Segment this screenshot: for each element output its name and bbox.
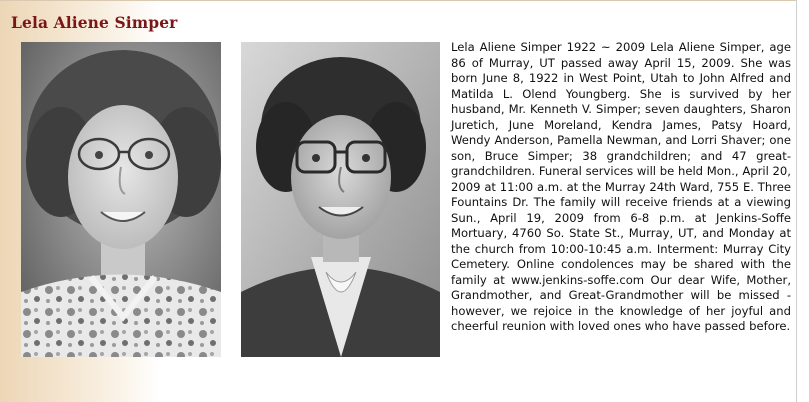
photo-spacer <box>11 40 451 370</box>
obituary-text <box>11 40 791 370</box>
obituary-title: Lela Aliene Simper <box>11 13 178 32</box>
obituary-body: Lela Aliene Simper 1922 ~ 2009 Lela Aliene Simper, age 86 of Murray, UT passed away April 15, 2009. She was born June 8, 1922 in West Point, Utah to John Alfred and Matilda L. Olend Youngberg. She is survived by her husband, Mr. Kenneth V. Simper; seven daughters, Sharon Juretich, June Moreland, Kendra James, Patsy Hoard, Wendy Anderson, Pamella Newman, and Lorri Shaver; one son, Bruce Simper; 38 grandchildren; and 47 great-grandchildren. Funeral services will be held Mon., April 20, 2009 at 11:00 a.m. at the Murray 24th Ward, 755 E. Three Fountains Dr. The family will receive friends at a viewing Sun., April 19, 2009 from 6-8 p.m. at Jenkins-Soffe Mortuary, 4760 So. State St., Murray, UT, and Monday at the church from 10:00-10:45 a.m. Interment: Murray City Cemetery. Online condolences may be shared with the family at www.jenkins-soffe.com Our dear Wife, Mother, Grandmother, and Great-Grandmother will be missed - however, we rejoice in the knowledge of her joyful and cheerful reunion with loved ones who have passed before. <box>451 40 791 333</box>
top-divider <box>0 0 796 1</box>
right-divider <box>796 0 797 402</box>
